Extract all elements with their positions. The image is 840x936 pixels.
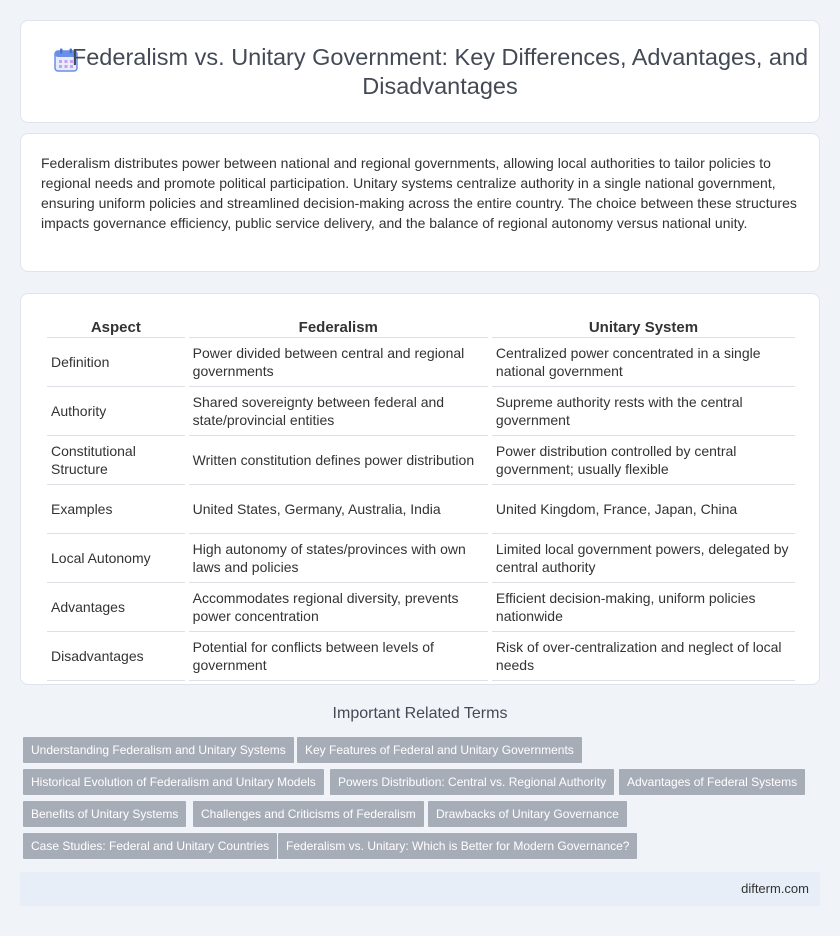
unitary-cell: Centralized power concentrated in a single national government: [492, 338, 795, 387]
table-row: [47, 583, 795, 632]
table-row: [47, 387, 795, 436]
aspect-cell: Constitutional Structure: [47, 436, 185, 485]
related-term-link[interactable]: Understanding Federalism and Unitary Systems: [23, 737, 294, 763]
unitary-cell: Power distribution controlled by central government; usually flexible: [492, 436, 795, 485]
federalism-cell: Written constitution defines power distribution: [189, 436, 488, 485]
related-term-link[interactable]: Historical Evolution of Federalism and Unitary Models: [23, 769, 324, 795]
title-card: [20, 20, 820, 123]
related-term-link[interactable]: Key Features of Federal and Unitary Governments: [297, 737, 582, 763]
related-term-link[interactable]: Drawbacks of Unitary Governance: [428, 801, 627, 827]
intro-paragraph: Federalism distributes power between national and regional governments, allowing local authorities to tailor policies to regional needs and promote political participation. Unitary systems centralize authority in a single national government, ensuring uniform policies and streamlined decision-making across the entire country. The choice between these structures impacts governance efficiency, public service delivery, and the balance of regional autonomy versus national unity.: [41, 155, 797, 231]
federalism-cell: High autonomy of states/provinces with own laws and policies: [189, 534, 488, 583]
related-term-link[interactable]: Challenges and Criticisms of Federalism: [193, 801, 424, 827]
comparison-card: [20, 293, 820, 685]
aspect-cell: Definition: [47, 338, 185, 387]
header-unitary: Unitary System: [492, 316, 795, 338]
related-term-link[interactable]: Advantages of Federal Systems: [619, 769, 805, 795]
table-row: [47, 338, 795, 387]
federalism-cell: Power divided between central and regional governments: [189, 338, 488, 387]
page-title: Federalism vs. Unitary Government: Key Differences, Advantages, and Disadvantages: [71, 44, 809, 99]
table-row: [47, 485, 795, 534]
related-term-link[interactable]: Benefits of Unitary Systems: [23, 801, 186, 827]
footer: [20, 872, 820, 906]
table-row: [47, 436, 795, 485]
federalism-cell: Accommodates regional diversity, prevents power concentration: [189, 583, 488, 632]
related-terms-heading: Important Related Terms: [332, 705, 508, 722]
related-term-link[interactable]: Federalism vs. Unitary: Which is Better for Modern Governance?: [278, 833, 637, 859]
federalism-cell: Shared sovereignty between federal and state/provincial entities: [189, 387, 488, 436]
related-term-link[interactable]: Powers Distribution: Central vs. Regional Authority: [330, 769, 614, 795]
intro-card: [20, 133, 820, 272]
aspect-cell: Authority: [47, 387, 185, 436]
federalism-cell: United States, Germany, Australia, India: [189, 485, 488, 534]
header-federalism: Federalism: [189, 316, 488, 338]
aspect-cell: Disadvantages: [47, 632, 185, 681]
table-header-row: [47, 316, 795, 338]
unitary-cell: Efficient decision-making, uniform policies nationwide: [492, 583, 795, 632]
table-row: [47, 534, 795, 583]
unitary-cell: United Kingdom, France, Japan, China: [492, 485, 795, 534]
unitary-cell: Risk of over-centralization and neglect of local needs: [492, 632, 795, 681]
table-row: [47, 632, 795, 681]
site-name[interactable]: difterm.com: [741, 881, 809, 896]
aspect-cell: Examples: [47, 485, 185, 534]
related-term-link[interactable]: Case Studies: Federal and Unitary Countries: [23, 833, 277, 859]
comparison-table: [43, 316, 799, 681]
header-aspect: Aspect: [47, 316, 185, 338]
aspect-cell: Advantages: [47, 583, 185, 632]
federalism-cell: Potential for conflicts between levels of government: [189, 632, 488, 681]
unitary-cell: Limited local government powers, delegated by central authority: [492, 534, 795, 583]
aspect-cell: Local Autonomy: [47, 534, 185, 583]
unitary-cell: Supreme authority rests with the central government: [492, 387, 795, 436]
